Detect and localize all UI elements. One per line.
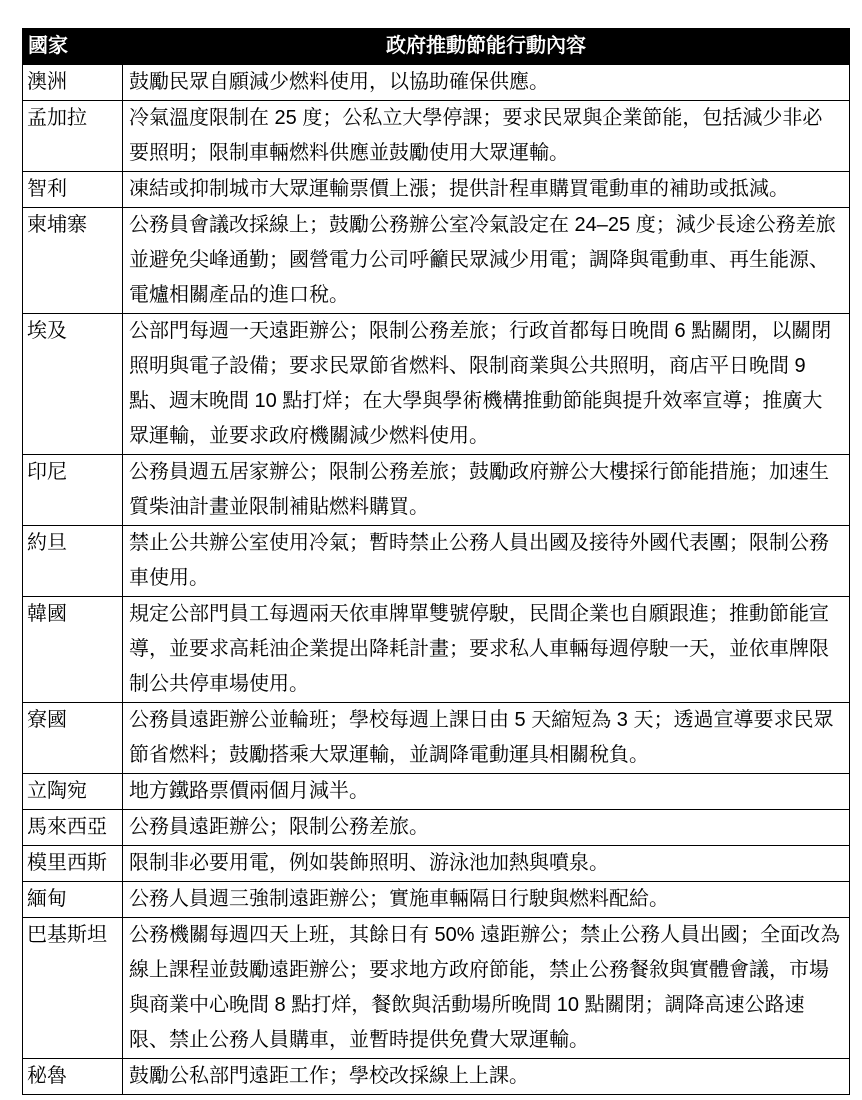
table-row <box>23 455 850 526</box>
country-cell: 智利 <box>23 172 123 208</box>
table-body <box>23 65 850 1095</box>
table-row <box>23 774 850 810</box>
country-cell: 柬埔寨 <box>23 208 123 314</box>
header-row <box>23 29 850 65</box>
country-cell: 巴基斯坦 <box>23 918 123 1059</box>
country-cell: 寮國 <box>23 703 123 774</box>
actions-cell: 公務人員週三強制遠距辦公；實施車輛隔日行駛與燃料配給。 <box>123 882 850 918</box>
table-row <box>23 810 850 846</box>
actions-cell: 禁止公共辦公室使用冷氣；暫時禁止公務人員出國及接待外國代表團；限制公務車使用。 <box>123 526 850 597</box>
table-row <box>23 314 850 455</box>
table-row <box>23 703 850 774</box>
table-row <box>23 65 850 101</box>
table-row <box>23 172 850 208</box>
actions-cell: 冷氣溫度限制在 25 度；公私立大學停課；要求民眾與企業節能，包括減少非必要照明；限制車輛燃料供應並鼓勵使用大眾運輸。 <box>123 101 850 172</box>
table-row <box>23 846 850 882</box>
table-row <box>23 208 850 314</box>
country-cell: 埃及 <box>23 314 123 455</box>
table-row <box>23 1059 850 1095</box>
actions-cell: 地方鐵路票價兩個月減半。 <box>123 774 850 810</box>
table-row <box>23 101 850 172</box>
actions-cell: 鼓勵公私部門遠距工作；學校改採線上上課。 <box>123 1059 850 1095</box>
actions-cell: 公務員週五居家辦公；限制公務差旅；鼓勵政府辦公大樓採行節能措施；加速生質柴油計畫並限制補貼燃料購買。 <box>123 455 850 526</box>
actions-cell: 公務機關每週四天上班，其餘日有 50% 遠距辦公；禁止公務人員出國；全面改為線上課程並鼓勵遠距辦公；要求地方政府節能，禁止公務餐敘與實體會議，市場與商業中心晚間 8 點打烊，餐飲與活動場所晚間 10 點關閉；調降高速公路速限、禁止公務人員購車，並暫時提供免費大眾運輸。 <box>123 918 850 1059</box>
country-cell: 馬來西亞 <box>23 810 123 846</box>
actions-cell: 凍結或抑制城市大眾運輸票價上漲；提供計程車購買電動車的補助或抵減。 <box>123 172 850 208</box>
actions-cell: 規定公部門員工每週兩天依車牌單雙號停駛，民間企業也自願跟進；推動節能宣導，並要求高耗油企業提出降耗計畫；要求私人車輛每週停駛一天，並依車牌限制公共停車場使用。 <box>123 597 850 703</box>
country-cell: 模里西斯 <box>23 846 123 882</box>
country-cell: 印尼 <box>23 455 123 526</box>
actions-cell: 限制非必要用電，例如裝飾照明、游泳池加熱與噴泉。 <box>123 846 850 882</box>
country-cell: 緬甸 <box>23 882 123 918</box>
country-cell: 立陶宛 <box>23 774 123 810</box>
actions-cell: 公務員遠距辦公；限制公務差旅。 <box>123 810 850 846</box>
table-row <box>23 918 850 1059</box>
country-cell: 澳洲 <box>23 65 123 101</box>
table-row <box>23 597 850 703</box>
country-cell: 約旦 <box>23 526 123 597</box>
actions-column-header: 政府推動節能行動內容 <box>123 29 850 65</box>
table-row <box>23 526 850 597</box>
country-cell: 孟加拉 <box>23 101 123 172</box>
country-cell: 秘魯 <box>23 1059 123 1095</box>
actions-cell: 公務員會議改採線上；鼓勵公務辦公室冷氣設定在 24–25 度；減少長途公務差旅並避免尖峰通勤；國營電力公司呼籲民眾減少用電；調降與電動車、再生能源、電爐相關產品的進口稅。 <box>123 208 850 314</box>
table-row <box>23 882 850 918</box>
country-cell: 韓國 <box>23 597 123 703</box>
country-column-header: 國家 <box>23 29 123 65</box>
actions-cell: 鼓勵民眾自願減少燃料使用，以協助確保供應。 <box>123 65 850 101</box>
actions-cell: 公務員遠距辦公並輪班；學校每週上課日由 5 天縮短為 3 天；透過宣導要求民眾節省燃料；鼓勵搭乘大眾運輸，並調降電動運具相關稅負。 <box>123 703 850 774</box>
energy-actions-table <box>22 28 850 1095</box>
actions-cell: 公部門每週一天遠距辦公；限制公務差旅；行政首都每日晚間 6 點關閉，以關閉照明與電子設備；要求民眾節省燃料、限制商業與公共照明，商店平日晚間 9 點、週末晚間 10 點打烊；在大學與學術機構推動節能與提升效率宣導；推廣大眾運輸，並要求政府機關減少燃料使用。 <box>123 314 850 455</box>
